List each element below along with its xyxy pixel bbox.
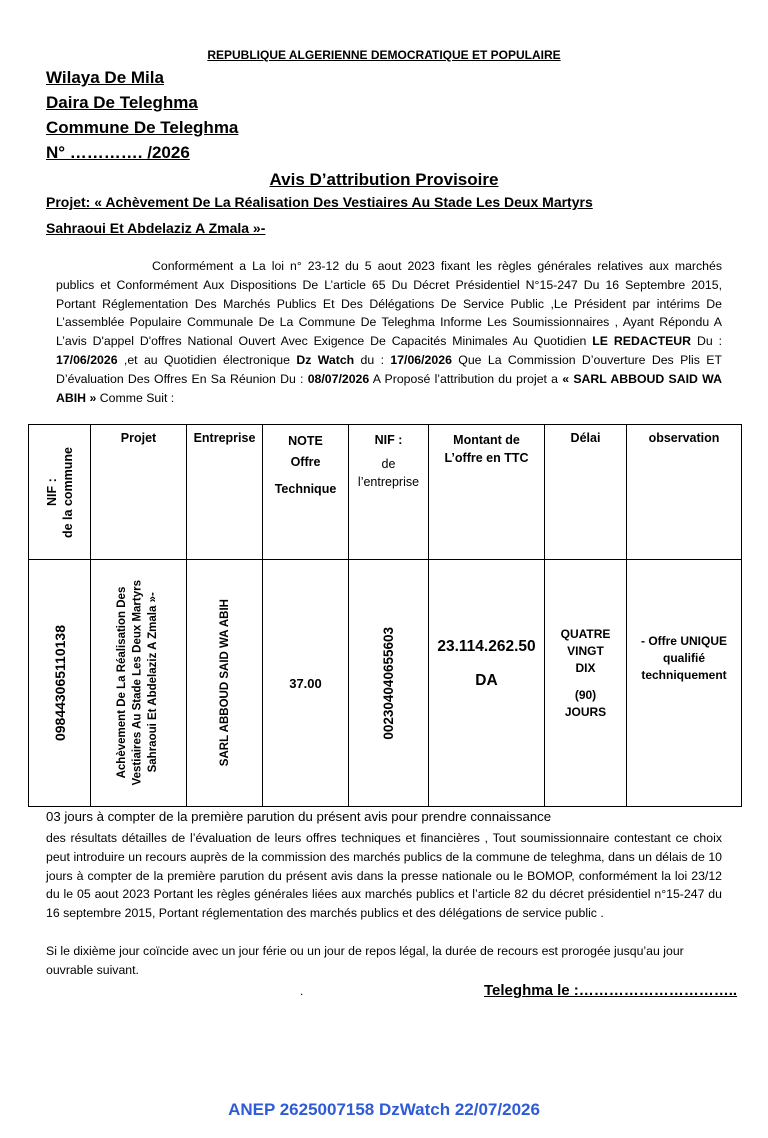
intro-text-4: A Proposé l’attribution du projet a	[369, 371, 563, 386]
cell-delai	[545, 560, 627, 807]
header-note-1: NOTE	[288, 434, 323, 448]
footer-line-1: 03 jours à compter de la première parution du présent avis pour prendre connaissance	[46, 809, 552, 824]
document-title: Avis D’attribution Provisoire	[269, 170, 499, 189]
delai-1: QUATRE	[560, 627, 611, 641]
intro-text-1: Conformément a La loi n° 23-12 du 5 aout 2023 fixant les règles générales relatives aux marchés publics et Conformément Aux Dispositions De L’article 65 Du Décret Présidentiel N°15-247 Du 16 Septembre 2015, Portant Réglementation Des Marchés Publics Et Des Délégations De Service Public ,Le Président par intérims De L’assemblée Populaire Communale De La Commune De Teleghma Informe Les Soumissionnaires , Ayant Répondu A L’avis D'appel D'offres National Ouvert Avec Exigence De Capacités Minimales Au Quotidien	[56, 259, 722, 349]
cell-nif-commune	[29, 560, 91, 807]
header-entreprise	[187, 425, 263, 560]
obs-3: techniquement	[641, 668, 727, 682]
header-nif-entreprise	[349, 425, 429, 560]
obs-1: - Offre UNIQUE	[640, 634, 727, 648]
header-observation-label: observation	[648, 431, 720, 445]
footer-dot: .	[300, 984, 304, 998]
intro-du-2: du :	[354, 352, 391, 367]
republic-header: REPUBLIQUE ALGERIENNE DEMOCRATIQUE ET POPULAIRE	[207, 48, 561, 62]
header-note-2: Offre	[290, 455, 321, 469]
delai-5: JOURS	[564, 705, 607, 719]
commune: Commune De Teleghma	[46, 118, 239, 137]
entreprise-value: SARL ABBOUD SAID WA ABIH	[218, 599, 231, 767]
header-projet	[91, 425, 187, 560]
delai-4: (90)	[574, 688, 597, 702]
daira: Daira De Teleghma	[46, 93, 198, 112]
header-nif-commune	[29, 425, 91, 560]
header-delai-label: Délai	[570, 431, 601, 445]
wilaya: Wilaya De Mila	[46, 68, 164, 87]
montant-value: 23.114.262.50	[437, 638, 536, 655]
cell-nif-entreprise	[349, 560, 429, 807]
footer-body: des résultats détailles de l’évaluation de leurs offres techniques et financières , Tout soumissionnaire contestant ce choix peut introduire un recours auprès de la commission des marchés publics de la commune de teleghma, dans un délais de 10 jours à compter de la première parution du présent avis dans la presse nationale ou le BOMOP, conformément la loi 23/12 du le 05 aout 2023 Portant les règles générales liées aux marchés publics et l’article 82 du décret présidentiel n°15-247 du 16 septembre 2015, Portant réglementation des marchés publics et des délégations de service public .	[46, 831, 722, 921]
signature-line: Teleghma le :…………………………..	[484, 982, 738, 999]
header-montant	[429, 425, 545, 560]
intro-paragraph	[56, 257, 722, 407]
projet-line-2: Sahraoui Et Abdelaziz A Zmala »-	[46, 220, 266, 236]
projet-cell-2: Vestiaires Au Stade Les Deux Martyrs	[131, 580, 144, 786]
anep-reference: ANEP 2625007158 DzWatch 22/07/2026	[228, 1100, 540, 1119]
date-1: 17/06/2026	[56, 352, 118, 367]
intro-text-2: ,et au Quotidien électronique	[117, 352, 297, 367]
header-nif-ent-3: l’entreprise	[357, 475, 420, 489]
projet-line-1	[46, 194, 726, 210]
journal-2: Dz Watch	[296, 352, 355, 367]
cell-entreprise	[187, 560, 263, 807]
projet-label: Projet:	[46, 194, 91, 210]
projet-name-1: « Achèvement De La Réalisation Des Vestiaires Au Stade Les Deux Martyrs	[90, 194, 593, 210]
date-3: 08/07/2026	[307, 371, 370, 386]
attribution-table	[28, 424, 742, 807]
delai-2: VINGT	[567, 644, 604, 658]
projet-cell-3: Sahraoui Et Abdelaziz A Zmala »-	[147, 592, 160, 774]
intro-du-1: Du :	[691, 334, 722, 349]
header-delai	[545, 425, 627, 560]
header-note-3: Technique	[274, 482, 337, 496]
cell-note	[263, 560, 349, 807]
header-nif-ent-1: NIF :	[374, 433, 403, 447]
note-value: 37.00	[289, 675, 322, 691]
winner-name: « SARL ABBOUD SAID WA ABIH »	[56, 371, 722, 405]
obs-2: qualifié	[662, 651, 705, 665]
header-nif-commune-2: de la commune	[60, 446, 75, 538]
header-montant-1: Montant de	[453, 433, 520, 447]
intro-text-3: Que La Commission D’ouverture Des Plis ET D’évaluation Des Offres En Sa Réunion Du :	[56, 352, 722, 386]
header-observation	[627, 425, 742, 560]
nif-entreprise-value: 002304040655603	[381, 626, 396, 740]
cell-montant	[429, 560, 545, 807]
intro-text-5: Comme Suit :	[96, 390, 175, 405]
journal-1: LE REDACTEUR	[592, 334, 692, 349]
projet-cell-1: Achèvement De La Réalisation Des	[116, 587, 129, 779]
header-nif-commune-1: NIF :	[44, 478, 59, 506]
reference-number: N° …………. /2026	[46, 143, 190, 162]
delai-3: DIX	[575, 661, 596, 675]
devise-value: DA	[475, 672, 498, 689]
table-row	[29, 560, 742, 807]
cell-projet	[91, 560, 187, 807]
header-montant-2: L’offre en TTC	[444, 451, 529, 465]
header-entreprise-label: Entreprise	[193, 431, 256, 445]
header-projet-label: Projet	[120, 431, 157, 445]
table-header-row	[29, 425, 742, 560]
header-nif-ent-2: de	[381, 457, 396, 471]
cell-observation	[627, 560, 742, 807]
nif-commune-value: 098443065110138	[51, 624, 68, 742]
header-note	[263, 425, 349, 560]
footer-body-2: Si le dixième jour coïncide avec un jour férie ou un jour de repos légal, la durée de recours est prorogée jusqu’au jour ouvrable suivant.	[46, 944, 684, 977]
date-2: 17/06/2026	[390, 352, 452, 367]
